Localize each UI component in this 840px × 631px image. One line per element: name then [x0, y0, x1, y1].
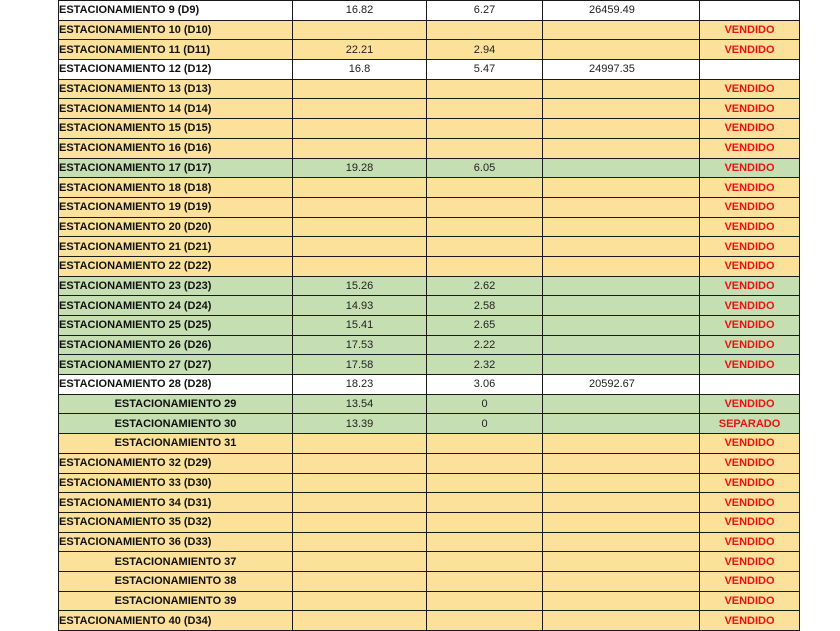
area-cell: 16.82: [293, 1, 427, 21]
name-cell: ESTACIONAMIENTO 29: [59, 394, 293, 414]
status-cell: VENDIDO: [700, 119, 800, 139]
name-cell: ESTACIONAMIENTO 18 (D18): [59, 178, 293, 198]
value-cell: 2.22: [427, 335, 543, 355]
area-cell: 13.54: [293, 394, 427, 414]
name-cell: ESTACIONAMIENTO 10 (D10): [59, 20, 293, 40]
price-cell: [543, 414, 700, 434]
value-cell: [427, 493, 543, 513]
status-cell: VENDIDO: [700, 552, 800, 572]
area-cell: [293, 434, 427, 454]
table-row: [59, 355, 800, 375]
area-cell: [293, 237, 427, 257]
value-cell: [427, 79, 543, 99]
value-cell: [427, 473, 543, 493]
status-cell: VENDIDO: [700, 434, 800, 454]
price-cell: [543, 591, 700, 611]
area-cell: [293, 197, 427, 217]
table-row: [59, 453, 800, 473]
value-cell: [427, 138, 543, 158]
name-cell: ESTACIONAMIENTO 26 (D26): [59, 335, 293, 355]
price-cell: [543, 493, 700, 513]
status-cell: VENDIDO: [700, 138, 800, 158]
area-cell: [293, 178, 427, 198]
table-row: [59, 40, 800, 60]
status-cell: VENDIDO: [700, 217, 800, 237]
name-cell: ESTACIONAMIENTO 12 (D12): [59, 60, 293, 80]
price-cell: [543, 571, 700, 591]
area-cell: [293, 119, 427, 139]
area-cell: [293, 79, 427, 99]
value-cell: 0: [427, 394, 543, 414]
status-cell: VENDIDO: [700, 99, 800, 119]
price-cell: [543, 473, 700, 493]
table-row: [59, 375, 800, 395]
value-cell: [427, 434, 543, 454]
value-cell: [427, 217, 543, 237]
price-cell: [543, 611, 700, 631]
name-cell: ESTACIONAMIENTO 22 (D22): [59, 256, 293, 276]
table-row: [59, 99, 800, 119]
area-cell: [293, 473, 427, 493]
value-cell: 2.65: [427, 316, 543, 336]
area-cell: [293, 453, 427, 473]
area-cell: [293, 611, 427, 631]
table-row: [59, 158, 800, 178]
price-cell: [543, 453, 700, 473]
price-cell: [543, 79, 700, 99]
name-cell: ESTACIONAMIENTO 33 (D30): [59, 473, 293, 493]
value-cell: 2.32: [427, 355, 543, 375]
price-cell: [543, 552, 700, 572]
price-cell: [543, 276, 700, 296]
area-cell: 16.8: [293, 60, 427, 80]
value-cell: [427, 611, 543, 631]
status-cell: VENDIDO: [700, 453, 800, 473]
table-row: [59, 335, 800, 355]
area-cell: [293, 256, 427, 276]
price-cell: 26459.49: [543, 1, 700, 21]
status-cell: VENDIDO: [700, 512, 800, 532]
area-cell: 15.26: [293, 276, 427, 296]
value-cell: 5.47: [427, 60, 543, 80]
value-cell: [427, 512, 543, 532]
value-cell: 2.94: [427, 40, 543, 60]
area-cell: [293, 532, 427, 552]
value-cell: [427, 571, 543, 591]
area-cell: 13.39: [293, 414, 427, 434]
value-cell: [427, 178, 543, 198]
name-cell: ESTACIONAMIENTO 14 (D14): [59, 99, 293, 119]
price-cell: [543, 296, 700, 316]
price-cell: [543, 335, 700, 355]
area-cell: 18.23: [293, 375, 427, 395]
status-cell: VENDIDO: [700, 591, 800, 611]
table-row: [59, 394, 800, 414]
table-row: [59, 217, 800, 237]
table-row: [59, 237, 800, 257]
value-cell: 6.27: [427, 1, 543, 21]
table-row: [59, 276, 800, 296]
table-row: [59, 256, 800, 276]
table-row: [59, 119, 800, 139]
status-cell: VENDIDO: [700, 335, 800, 355]
status-cell: VENDIDO: [700, 79, 800, 99]
name-cell: ESTACIONAMIENTO 25 (D25): [59, 316, 293, 336]
table-row: [59, 493, 800, 513]
price-cell: [543, 178, 700, 198]
name-cell: ESTACIONAMIENTO 13 (D13): [59, 79, 293, 99]
status-cell: [700, 60, 800, 80]
area-cell: [293, 512, 427, 532]
price-cell: [543, 512, 700, 532]
name-cell: ESTACIONAMIENTO 17 (D17): [59, 158, 293, 178]
name-cell: ESTACIONAMIENTO 28 (D28): [59, 375, 293, 395]
price-cell: [543, 434, 700, 454]
name-cell: ESTACIONAMIENTO 30: [59, 414, 293, 434]
value-cell: 2.58: [427, 296, 543, 316]
table-row: [59, 552, 800, 572]
area-cell: 15.41: [293, 316, 427, 336]
price-cell: [543, 532, 700, 552]
status-cell: VENDIDO: [700, 158, 800, 178]
status-cell: VENDIDO: [700, 493, 800, 513]
price-cell: [543, 119, 700, 139]
price-cell: [543, 394, 700, 414]
area-cell: [293, 493, 427, 513]
area-cell: [293, 99, 427, 119]
status-cell: [700, 1, 800, 21]
value-cell: [427, 99, 543, 119]
name-cell: ESTACIONAMIENTO 15 (D15): [59, 119, 293, 139]
table-body: [59, 1, 800, 631]
table-row: [59, 532, 800, 552]
status-cell: VENDIDO: [700, 178, 800, 198]
table-row: [59, 178, 800, 198]
name-cell: ESTACIONAMIENTO 19 (D19): [59, 197, 293, 217]
table-row: [59, 571, 800, 591]
status-cell: VENDIDO: [700, 316, 800, 336]
value-cell: [427, 197, 543, 217]
name-cell: ESTACIONAMIENTO 20 (D20): [59, 217, 293, 237]
area-cell: 17.53: [293, 335, 427, 355]
name-cell: ESTACIONAMIENTO 21 (D21): [59, 237, 293, 257]
name-cell: ESTACIONAMIENTO 24 (D24): [59, 296, 293, 316]
value-cell: 3.06: [427, 375, 543, 395]
price-cell: [543, 20, 700, 40]
status-cell: [700, 375, 800, 395]
area-cell: [293, 20, 427, 40]
status-cell: VENDIDO: [700, 237, 800, 257]
table-row: [59, 197, 800, 217]
area-cell: 14.93: [293, 296, 427, 316]
value-cell: [427, 256, 543, 276]
price-cell: [543, 217, 700, 237]
name-cell: ESTACIONAMIENTO 31: [59, 434, 293, 454]
price-cell: [543, 197, 700, 217]
table-row: [59, 20, 800, 40]
price-cell: [543, 138, 700, 158]
table-row: [59, 138, 800, 158]
name-cell: ESTACIONAMIENTO 36 (D33): [59, 532, 293, 552]
value-cell: [427, 532, 543, 552]
name-cell: ESTACIONAMIENTO 39: [59, 591, 293, 611]
price-cell: [543, 40, 700, 60]
table-row: [59, 1, 800, 21]
table-row: [59, 611, 800, 631]
value-cell: [427, 552, 543, 572]
table-row: [59, 60, 800, 80]
value-cell: 2.62: [427, 276, 543, 296]
table-row: [59, 434, 800, 454]
table-row: [59, 316, 800, 336]
price-cell: [543, 316, 700, 336]
status-cell: VENDIDO: [700, 355, 800, 375]
table-row: [59, 79, 800, 99]
value-cell: [427, 453, 543, 473]
area-cell: 19.28: [293, 158, 427, 178]
price-cell: [543, 256, 700, 276]
name-cell: ESTACIONAMIENTO 27 (D27): [59, 355, 293, 375]
value-cell: 0: [427, 414, 543, 434]
price-cell: [543, 99, 700, 119]
value-cell: [427, 20, 543, 40]
status-cell: VENDIDO: [700, 611, 800, 631]
price-cell: [543, 158, 700, 178]
area-cell: 22.21: [293, 40, 427, 60]
status-cell: VENDIDO: [700, 276, 800, 296]
status-cell: VENDIDO: [700, 394, 800, 414]
table-row: [59, 296, 800, 316]
table-row: [59, 473, 800, 493]
value-cell: [427, 119, 543, 139]
name-cell: ESTACIONAMIENTO 40 (D34): [59, 611, 293, 631]
status-cell: VENDIDO: [700, 296, 800, 316]
area-cell: [293, 138, 427, 158]
name-cell: ESTACIONAMIENTO 16 (D16): [59, 138, 293, 158]
status-cell: VENDIDO: [700, 20, 800, 40]
name-cell: ESTACIONAMIENTO 35 (D32): [59, 512, 293, 532]
status-cell: VENDIDO: [700, 40, 800, 60]
status-cell: VENDIDO: [700, 197, 800, 217]
price-cell: [543, 237, 700, 257]
status-cell: VENDIDO: [700, 571, 800, 591]
area-cell: 17.58: [293, 355, 427, 375]
name-cell: ESTACIONAMIENTO 34 (D31): [59, 493, 293, 513]
table-row: [59, 512, 800, 532]
status-cell: VENDIDO: [700, 473, 800, 493]
name-cell: ESTACIONAMIENTO 23 (D23): [59, 276, 293, 296]
price-cell: 24997.35: [543, 60, 700, 80]
table-row: [59, 414, 800, 434]
value-cell: [427, 237, 543, 257]
name-cell: ESTACIONAMIENTO 38: [59, 571, 293, 591]
area-cell: [293, 591, 427, 611]
value-cell: 6.05: [427, 158, 543, 178]
price-cell: 20592.67: [543, 375, 700, 395]
name-cell: ESTACIONAMIENTO 37: [59, 552, 293, 572]
area-cell: [293, 217, 427, 237]
name-cell: ESTACIONAMIENTO 11 (D11): [59, 40, 293, 60]
status-cell: VENDIDO: [700, 532, 800, 552]
table-row: [59, 591, 800, 611]
value-cell: [427, 591, 543, 611]
name-cell: ESTACIONAMIENTO 32 (D29): [59, 453, 293, 473]
area-cell: [293, 571, 427, 591]
parking-table: [58, 0, 800, 631]
price-cell: [543, 355, 700, 375]
name-cell: ESTACIONAMIENTO 9 (D9): [59, 1, 293, 21]
area-cell: [293, 552, 427, 572]
status-cell: VENDIDO: [700, 256, 800, 276]
status-cell: SEPARADO: [700, 414, 800, 434]
